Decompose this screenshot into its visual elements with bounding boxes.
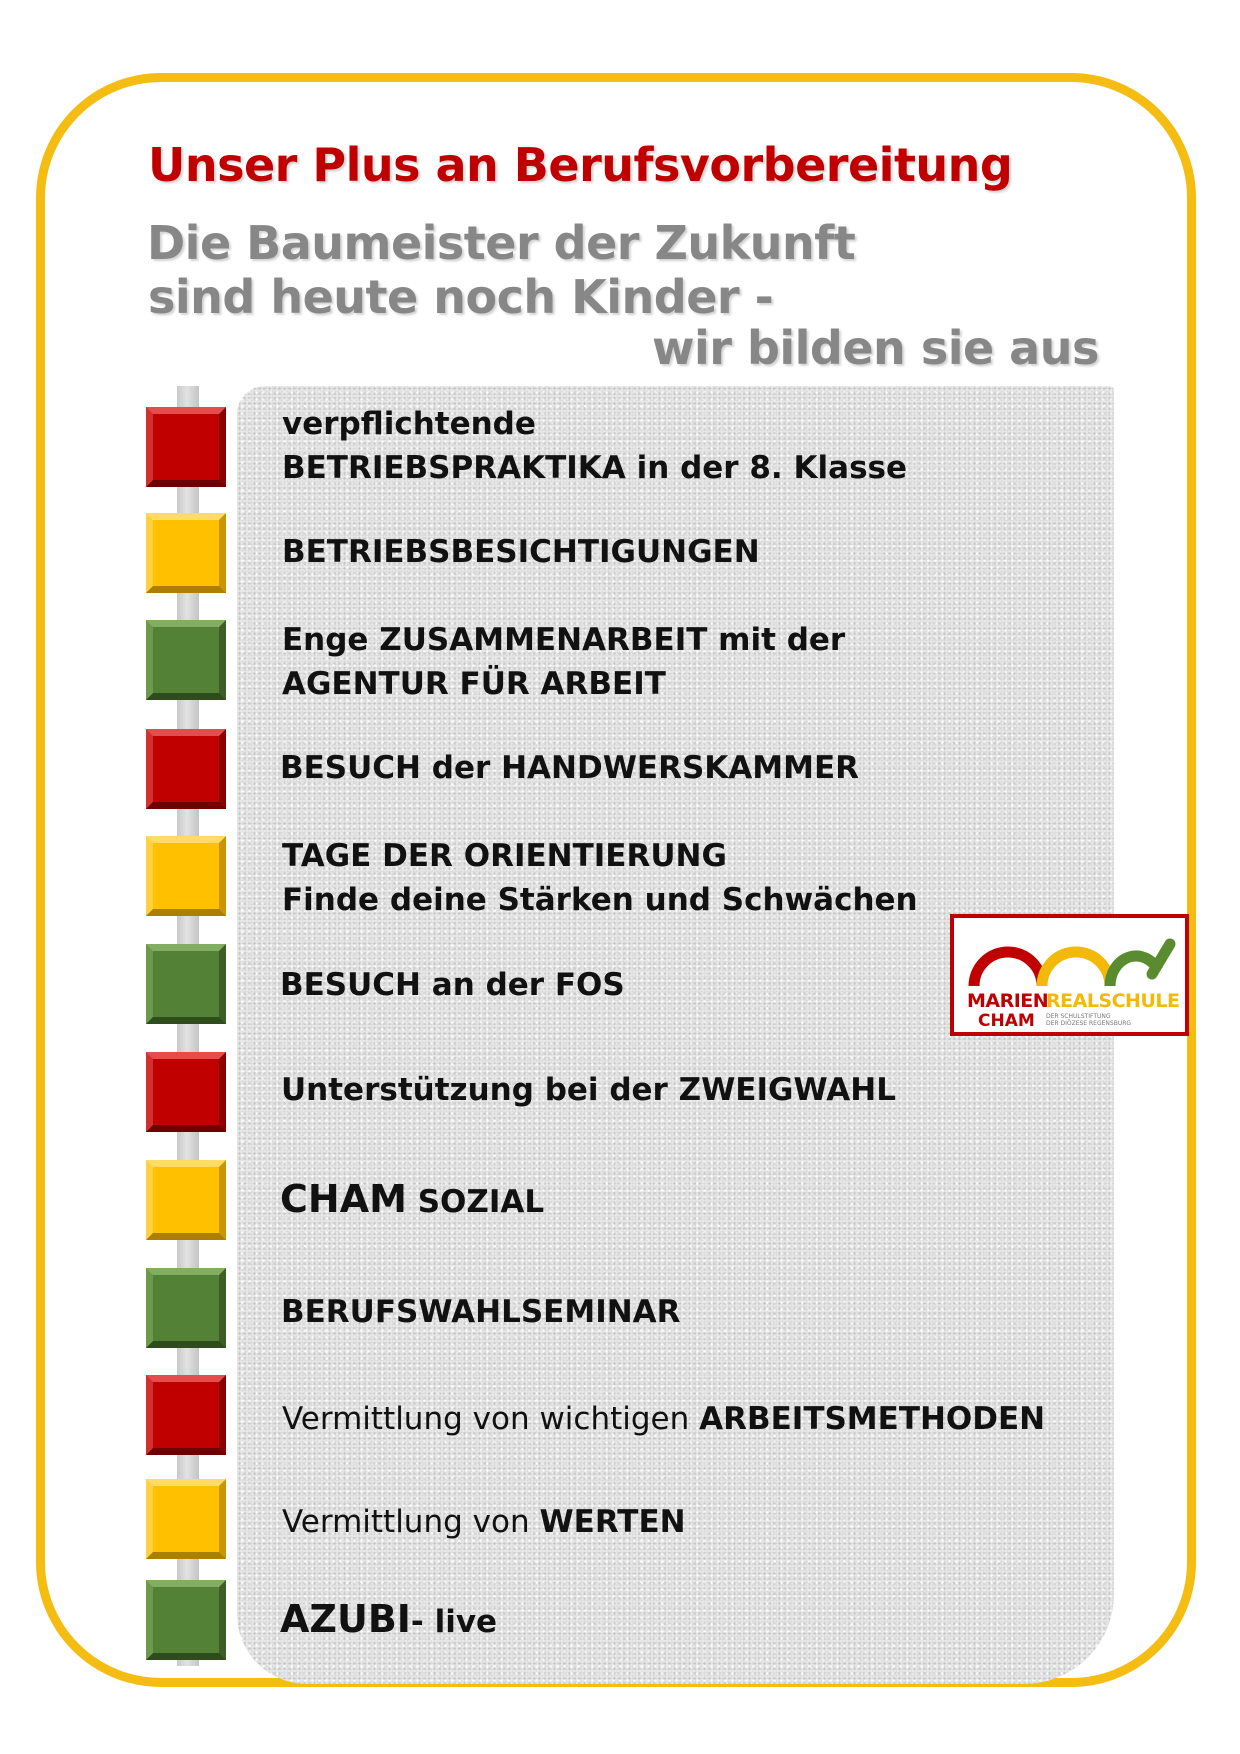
yellow-square-marker <box>146 836 226 916</box>
subtitle-line-3: wir bilden sie aus <box>652 321 1099 375</box>
list-item-azubi-live <box>280 1597 497 1644</box>
red-square-marker <box>146 1052 226 1132</box>
item-text-rest: - live <box>410 1604 498 1640</box>
item-text-rest: ARBEITSMETHODEN <box>699 1401 1046 1437</box>
green-square-marker <box>146 944 226 1024</box>
red-square-marker <box>146 407 226 487</box>
list-item-werten <box>282 1500 686 1544</box>
item-text-emphasis: CHAM <box>280 1177 407 1221</box>
list-item-agentur-fuer-arbeit <box>282 618 845 706</box>
logo-word-cham: CHAM <box>978 1011 1035 1031</box>
item-text-line: verpflichtende <box>282 406 536 442</box>
list-item-berufswahlseminar <box>281 1290 681 1334</box>
yellow-square-marker <box>146 1160 226 1240</box>
item-text-line: Finde deine Stärken und Schwächen <box>282 882 918 918</box>
green-square-marker <box>146 1580 226 1660</box>
list-item-fos <box>280 963 625 1007</box>
item-text-line: BESUCH der HANDWERSKAMMER <box>280 750 860 786</box>
yellow-square-marker <box>146 1479 226 1559</box>
logo-small-line: DER DIÖZESE REGENSBURG <box>1046 1020 1132 1027</box>
page-title: Unser Plus an Berufsvorbereitung <box>148 138 1013 192</box>
item-text-line: Unterstützung bei der ZWEIGWAHL <box>281 1072 896 1108</box>
school-logo <box>950 914 1189 1036</box>
item-text-line: TAGE DER ORIENTIERUNG <box>282 838 727 874</box>
item-text-light: Vermittlung von <box>282 1504 540 1540</box>
list-item-arbeitsmethoden <box>282 1397 1045 1441</box>
list-item-betriebspraktika <box>282 402 907 490</box>
item-text-line: BETRIEBSPRAKTIKA in der 8. Klasse <box>282 450 907 486</box>
green-square-marker <box>146 1268 226 1348</box>
red-square-marker <box>146 729 226 809</box>
list-item-tage-der-orientierung <box>282 834 918 922</box>
item-text-line: BETRIEBSBESICHTIGUNGEN <box>282 534 760 570</box>
red-square-marker <box>146 1375 226 1455</box>
item-text-line: BESUCH an der FOS <box>280 967 625 1003</box>
yellow-square-marker <box>146 513 226 593</box>
logo-small-line: DER SCHULSTIFTUNG <box>1046 1013 1111 1020</box>
item-text-line: Enge ZUSAMMENARBEIT mit der <box>282 622 846 658</box>
item-text-rest: SOZIAL <box>406 1184 545 1220</box>
item-text-light: Vermittlung von wichtigen <box>282 1401 700 1437</box>
list-item-zweigwahl <box>281 1068 896 1112</box>
list-item-betriebsbesichtigungen <box>282 530 760 574</box>
green-square-marker <box>146 620 226 700</box>
subtitle-line-2: sind heute noch Kinder - <box>148 270 774 324</box>
logo-small-text <box>1046 1013 1131 1027</box>
logo-arches-icon <box>962 924 1182 988</box>
logo-word-marien: MARIEN <box>967 990 1049 1012</box>
item-text-line: AGENTUR FÜR ARBEIT <box>282 666 666 702</box>
list-item-handwerskammer <box>280 746 859 790</box>
logo-word-realschule: REALSCHULE <box>1046 990 1180 1012</box>
item-text-line: BERUFSWAHLSEMINAR <box>281 1294 681 1330</box>
subtitle-line-1: Die Baumeister der Zukunft <box>147 216 856 270</box>
list-item-cham-sozial <box>280 1177 544 1224</box>
item-text-emphasis: AZUBI <box>280 1597 411 1641</box>
item-text-rest: WERTEN <box>539 1504 686 1540</box>
